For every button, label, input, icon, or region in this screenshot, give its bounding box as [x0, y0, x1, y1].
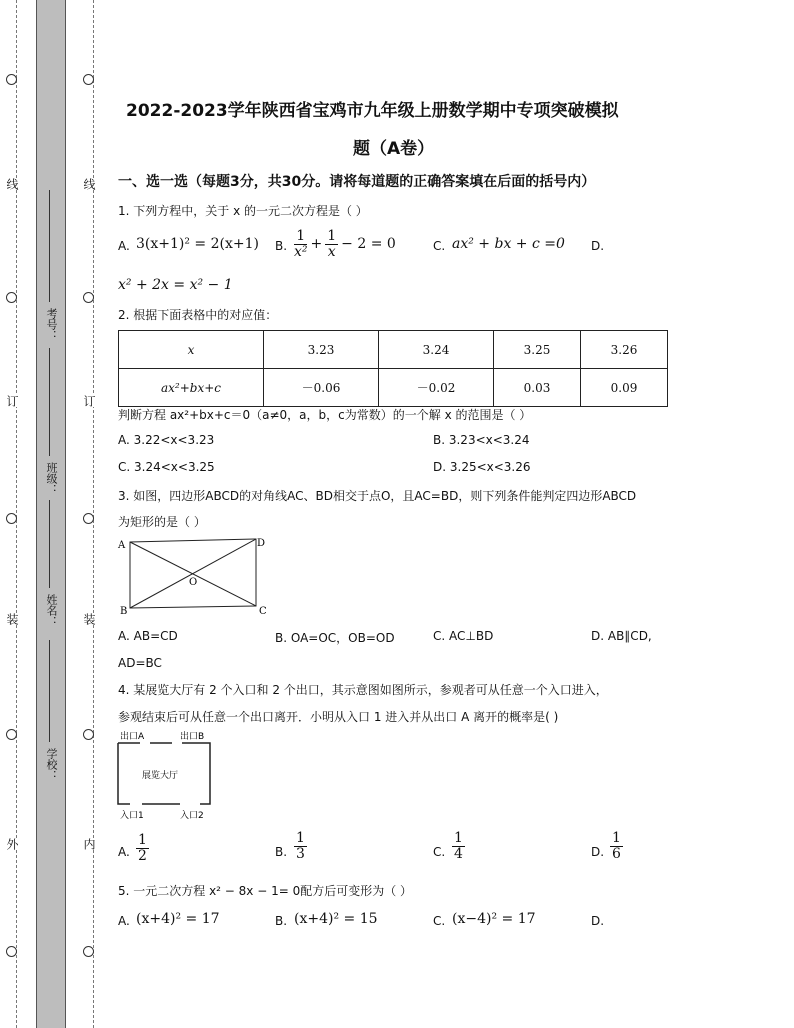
page-title-line2: 题（A卷） [353, 139, 435, 159]
field-line [49, 190, 50, 302]
q4-option-b: $\frac{1}{3}$ [296, 830, 305, 862]
q2-stem: 2. 根据下面表格中的对应值： [118, 308, 278, 322]
q5-option-d-label: D. [591, 914, 605, 928]
fraction: $\frac{1}{\text{x²}}$ [294, 228, 308, 260]
q4-option-d: $\frac{1}{6}$ [612, 830, 621, 862]
q4-stem: 4. 某展览大厅有 2 个入口和 2 个出口，其示意图如图所示，参观者可从任意一个入口进入， [118, 683, 608, 697]
table-cell: 3.26 [581, 331, 668, 369]
binding-hole [6, 292, 17, 303]
q1-option-d-label: D. [591, 239, 605, 253]
margin-label-inner: 订 [82, 395, 96, 407]
table-row [119, 369, 668, 407]
vertex-label-c: C [259, 606, 267, 617]
q1-option-c-label: C. [433, 239, 446, 253]
table-cell: 3.25 [494, 331, 581, 369]
exit-b-label: 出口B [180, 732, 205, 742]
table-cell: x [119, 331, 264, 369]
center-label-o: O [189, 577, 198, 588]
binding-hole [83, 946, 94, 957]
q3-option-b: B. OA=OC，OB=OD [275, 631, 395, 645]
field-line [49, 348, 50, 456]
fraction: $\frac{1}{x}$ [327, 228, 337, 260]
q4-option-c-label: C. [433, 845, 446, 859]
q2-option-b: B. 3.23<x<3.24 [433, 433, 530, 447]
field-line [49, 640, 50, 742]
q2-option-a: A. 3.22<x<3.23 [118, 433, 215, 447]
binding-hole [83, 74, 94, 85]
margin-label-outer: 外 [5, 838, 19, 850]
q5-option-c: (x−4)² = 17 [452, 911, 536, 927]
entrance-2-label: 入口2 [180, 811, 204, 821]
q4-option-a: $\frac{1}{2}$ [138, 832, 147, 864]
diagonal-bd [130, 539, 256, 608]
table-cell: －0.02 [379, 369, 494, 407]
table-cell: 0.03 [494, 369, 581, 407]
q1-option-a: 3(x+1)² = 2(x+1) [136, 236, 259, 252]
field-class: 班级： [45, 462, 58, 495]
margin-label-inner: 装 [82, 613, 96, 625]
table-cell: 3.24 [379, 331, 494, 369]
vertex-label-d: D [257, 538, 266, 549]
q5-stem: 5. 一元二次方程 x² − 8x − 1= 0配方后可变形为（ ） [118, 884, 413, 898]
q3-stem: 3. 如图，四边形ABCD的对角线AC、BD相交于点O，且AC=BD，则下列条件能判定四边形ABCD [118, 489, 637, 503]
hall-label: 展览大厅 [142, 771, 179, 781]
q2-option-d: D. 3.25<x<3.26 [433, 460, 531, 474]
q5-option-a: (x+4)² = 17 [136, 911, 220, 927]
binding-hole [83, 729, 94, 740]
value-table [118, 330, 668, 407]
inner-dashed-line [93, 0, 94, 1028]
q2-judge: 判断方程 ax²+bx+c＝0（a≠0，a，b，c为常数）的一个解 x 的范围是（ ） [118, 408, 532, 422]
q4-stem-line2: 参观结束后可从任意一个出口离开．小明从入口 1 进入并从出口 A 离开的概率是( ) [118, 710, 559, 724]
q4-option-b-label: B. [275, 845, 288, 859]
vertex-label-a: A [118, 540, 126, 551]
q3-option-d-cont: AD=BC [118, 656, 162, 670]
binding-hole [6, 74, 17, 85]
q1-option-d: x² + 2x = x² − 1 [118, 277, 233, 293]
vertex-label-b: B [120, 606, 128, 617]
q5-option-b-label: B. [275, 914, 288, 928]
q5-option-b: (x+4)² = 15 [294, 911, 378, 927]
section-heading: 一、选一选（每题3分，共30分。请将每道题的正确答案填在后面的括号内） [118, 174, 596, 190]
q1-option-a-label: A. [118, 239, 130, 253]
binding-hole [83, 513, 94, 524]
q2-option-c: C. 3.24<x<3.25 [118, 460, 215, 474]
margin-label-inner: 内 [82, 838, 96, 850]
field-line [49, 500, 50, 588]
margin-label-inner: 线 [82, 178, 96, 190]
margin-label-outer: 装 [5, 613, 19, 625]
q3-option-d: D. AB∥CD, [591, 629, 652, 643]
q1-option-b: $\frac{1}{\text{x²}}$ + $\frac{1}{x}$ − 2 = 0 [294, 228, 396, 260]
exit-a-label: 出口A [120, 732, 145, 742]
q3-option-c: C. AC⊥BD [433, 629, 494, 643]
binding-hole [6, 946, 17, 957]
q1-option-c: ax² + bx + c =0 [452, 236, 565, 252]
q5-option-a-label: A. [118, 914, 130, 928]
binding-hole [6, 729, 17, 740]
binding-band [36, 0, 66, 1028]
q4-option-a-label: A. [118, 845, 130, 859]
field-exam-number: 考号： [45, 308, 58, 341]
field-school: 学校： [45, 748, 58, 781]
outer-dashed-line [16, 0, 17, 1028]
q3-option-a: A. AB=CD [118, 629, 178, 643]
q3-stem-line2: 为矩形的是（ ） [118, 515, 206, 529]
q4-option-d-label: D. [591, 845, 605, 859]
binding-hole [83, 292, 94, 303]
table-cell: 3.23 [264, 331, 379, 369]
exhibition-hall-figure [112, 728, 222, 824]
page-title: 2022-2023学年陕西省宝鸡市九年级上册数学期中专项突破模拟 [126, 101, 619, 121]
q1-stem: 1. 下列方程中，关于 x 的一元二次方程是（ ） [118, 204, 368, 218]
field-name: 姓名： [45, 594, 58, 627]
q4-option-c: $\frac{1}{4}$ [454, 830, 463, 862]
entrance-1-label: 入口1 [120, 811, 144, 821]
margin-label-outer: 订 [5, 395, 19, 407]
table-cell: ax²+bx+c [119, 369, 264, 407]
q5-option-c-label: C. [433, 914, 446, 928]
table-row [119, 331, 668, 369]
table-cell: 0.09 [581, 369, 668, 407]
margin-label-outer: 线 [5, 178, 19, 190]
rectangle-figure [112, 532, 274, 618]
binding-hole [6, 513, 17, 524]
table-cell: －0.06 [264, 369, 379, 407]
q1-option-b-label: B. [275, 239, 288, 253]
